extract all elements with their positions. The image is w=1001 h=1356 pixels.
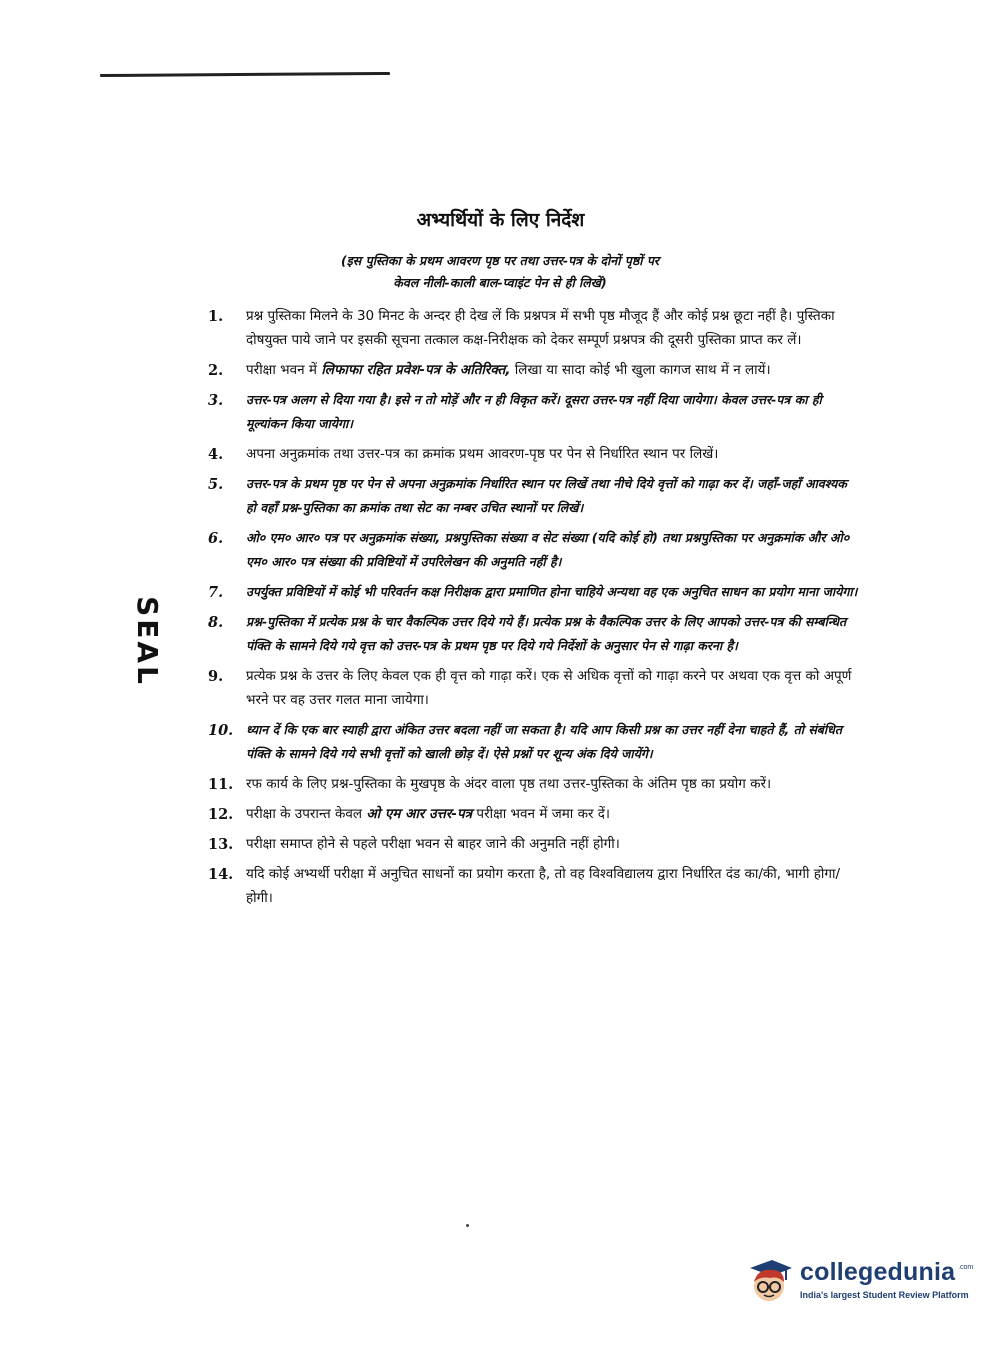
brand-dotcom: .com <box>958 1264 974 1271</box>
instruction-item-6 <box>208 526 858 574</box>
instruction-item-1 <box>208 304 858 352</box>
instruction-item-5 <box>208 472 858 520</box>
instruction-number: 13. <box>208 836 234 853</box>
seal-label: SEAL <box>130 596 164 687</box>
instruction-item-3 <box>208 388 858 436</box>
instruction-text: उपर्युक्त प्रविष्टियों में कोई भी परिवर्तन कक्ष निरीक्षक द्वारा प्रमाणित होना चाहिये अन्यथा वह एक अनुचित साधन का प्रयोग माना जायेगा। <box>246 584 858 599</box>
instruction-text: प्रश्न-पुस्तिका में प्रत्येक प्रश्न के चार वैकल्पिक उत्तर दिये गये हैं। प्रत्येक प्रश्न के वैकल्पिक उत्तर के लिए आपको उत्तर-पत्र की सम्बन्धित पंक्ति के सामने दिये गये वृत्त को उत्तर-पत्र के प्रथम पृष्ठ पर दिये गये निर्देशों के अनुसार पेन से गाढ़ा करना है। <box>246 614 847 653</box>
instruction-number: 7. <box>208 584 224 601</box>
instruction-item-12 <box>208 802 858 826</box>
scan-speck <box>466 1224 469 1227</box>
instruction-number: 11. <box>208 776 234 793</box>
mascot-icon <box>742 1254 796 1308</box>
instruction-item-13 <box>208 832 858 856</box>
top-rule <box>100 72 390 77</box>
instruction-list <box>208 304 858 916</box>
instruction-item-10 <box>208 718 858 766</box>
instruction-text-part: लिखा या सादा कोई भी खुला कागज साथ में न लायें। <box>510 362 771 378</box>
instruction-text: प्रत्येक प्रश्न के उत्तर के लिए केवल एक ही वृत्त को गाढ़ा करें। एक से अधिक वृत्तों को गाढ़ा करने पर अथवा एक वृत्त को अपूर्ण भरने पर वह उत्तर गलत माना जायेगा। <box>246 668 852 708</box>
instruction-text-part: परीक्षा भवन में जमा कर दें। <box>472 806 611 822</box>
instruction-number: 5. <box>208 476 224 493</box>
instruction-text: परीक्षा समाप्त होने से पहले परीक्षा भवन से बाहर जाने की अनुमति नहीं होगी। <box>246 836 620 852</box>
subtitle-line-2: केवल नीली-काली बाल-प्वाइंट पेन से ही लिखें) <box>393 275 607 290</box>
page-title: अभ्यर्थियों के लिए निर्देश <box>416 209 585 231</box>
instruction-text: रफ कार्य के लिए प्रश्न-पुस्तिका के मुखपृष्ठ के अंदर वाला पृष्ठ तथा उत्तर-पुस्तिका के अंतिम पृष्ठ का प्रयोग करें। <box>246 776 772 792</box>
instruction-text: प्रश्न पुस्तिका मिलने के 30 मिनट के अन्दर ही देख लें कि प्रश्नपत्र में सभी पृष्ठ मौजूद हैं और कोई प्रश्न छूटा नहीं है। पुस्तिका दोषयुक्त पाये जाने पर इसकी सूचना तत्काल कक्ष-निरीक्षक को देकर सम्पूर्ण प्रश्नपत्र की दूसरी पुस्तिका प्राप्त कर लें। <box>246 308 835 348</box>
instruction-text: अपना अनुक्रमांक तथा उत्तर-पत्र का क्रमांक प्रथम आवरण-पृष्ठ पर पेन से निर्धारित स्थान पर लिखें। <box>246 446 719 462</box>
page-subtitle <box>250 250 750 294</box>
subtitle-line-1: (इस पुस्तिका के प्रथम आवरण पृष्ठ पर तथा उत्तर-पत्र के दोनों पृष्ठों पर <box>340 253 660 268</box>
instruction-text-part: परीक्षा भवन में <box>246 362 322 378</box>
instruction-number: 10. <box>208 722 234 739</box>
instruction-item-14 <box>208 862 858 910</box>
instruction-text-part: परीक्षा के उपरान्त केवल <box>246 806 367 822</box>
instruction-item-4 <box>208 442 858 466</box>
collegedunia-logo <box>742 1252 972 1312</box>
instruction-item-11 <box>208 772 858 796</box>
instruction-emphasis: लिफाफा रहित प्रवेश-पत्र के अतिरिक्त, <box>321 362 511 378</box>
instruction-text: उत्तर-पत्र अलग से दिया गया है। इसे न तो मोड़ें और न ही विकृत करें। दूसरा उत्तर-पत्र नहीं दिया जायेगा। केवल उत्तर-पत्र का ही मूल्यांकन किया जायेगा। <box>246 392 822 431</box>
brand-name: collegedunia <box>800 1258 956 1286</box>
instruction-text: ओ० एम० आर० पत्र पर अनुक्रमांक संख्या, प्रश्नपुस्तिका संख्या व सेट संख्या (यदि कोई हो) तथा प्रश्नपुस्तिका पर अनुक्रमांक और ओ० एम० आर० पत्र संख्या की प्रविष्टियों में उपरिलेखन की अनुमति नहीं है। <box>246 530 850 569</box>
instruction-text: उत्तर-पत्र के प्रथम पृष्ठ पर पेन से अपना अनुक्रमांक निर्धारित स्थान पर लिखें तथा नीचे दिये वृत्तों को गाढ़ा कर दें। जहाँ-जहाँ आवश्यक हो वहाँ प्रश्न-पुस्तिका का क्रमांक तथा सेट का नम्बर उचित स्थानों पर लिखें। <box>246 476 847 515</box>
instruction-item-2 <box>208 358 858 382</box>
instruction-text: ध्यान दें कि एक बार स्याही द्वारा अंकित उत्तर बदला नहीं जा सकता है। यदि आप किसी प्रश्न का उत्तर नहीं देना चाहते हैं, तो संबंधित पंक्ति के सामने दिये गये सभी वृत्तों को खाली छोड़ दें। ऐसे प्रश्नों पर शून्य अंक दिये जायेंगे। <box>246 722 842 761</box>
instruction-number: 12. <box>208 806 234 823</box>
brand-tagline: India's largest Student Review Platform <box>800 1290 969 1300</box>
instruction-number: 8. <box>208 614 224 631</box>
instruction-text <box>246 362 771 378</box>
instruction-number: 1. <box>208 308 224 325</box>
instruction-text <box>246 806 610 822</box>
instruction-number: 14. <box>208 866 234 883</box>
instruction-item-7 <box>208 580 858 604</box>
instruction-number: 3. <box>208 392 224 409</box>
instruction-number: 9. <box>208 668 224 685</box>
instruction-number: 6. <box>208 530 224 547</box>
instruction-emphasis: ओ एम आर उत्तर-पत्र <box>366 806 473 822</box>
instruction-item-9 <box>208 664 858 712</box>
instruction-text: यदि कोई अभ्यर्थी परीक्षा में अनुचित साधनों का प्रयोग करता है, तो वह विश्वविद्यालय द्वारा निर्धारित दंड का/की, भागी होगा/होगी। <box>246 866 841 906</box>
instruction-number: 2. <box>208 362 224 379</box>
instruction-number: 4. <box>208 446 224 463</box>
instruction-item-8 <box>208 610 858 658</box>
